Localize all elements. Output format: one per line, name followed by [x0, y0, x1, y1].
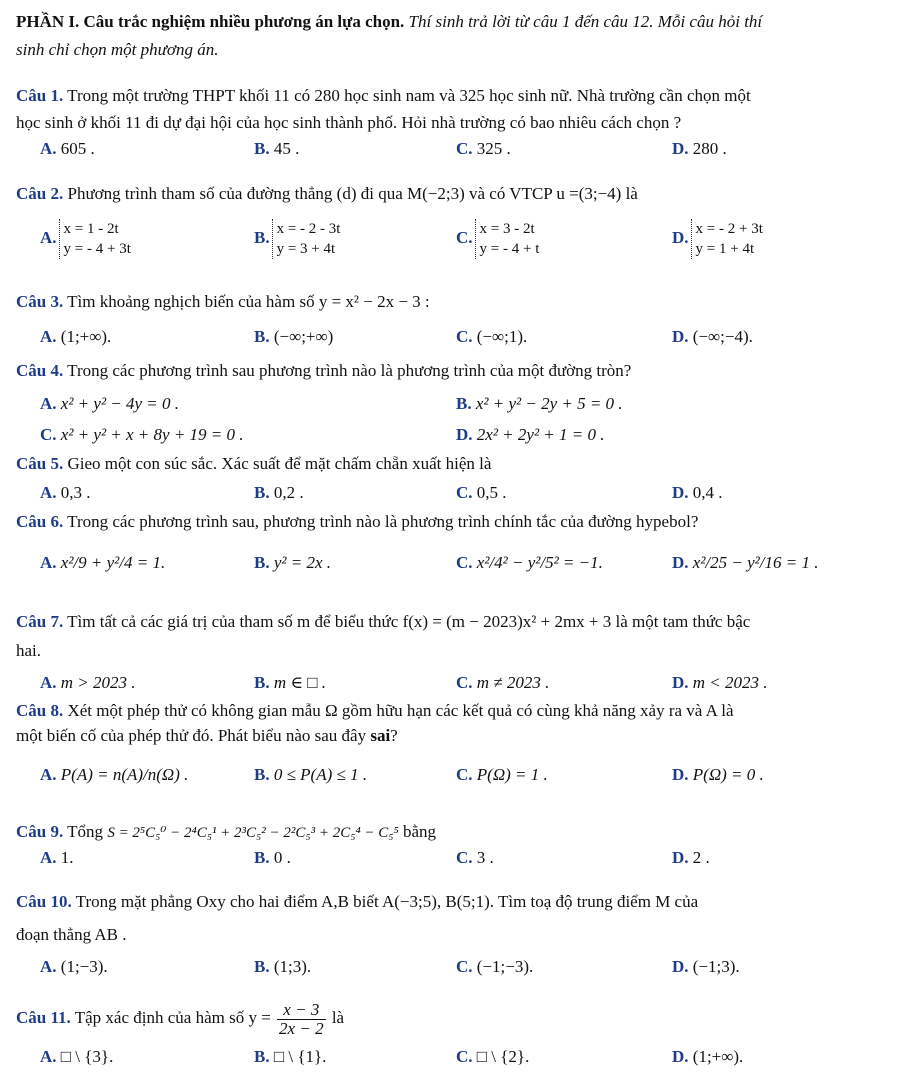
options-q4-row2 — [16, 420, 906, 450]
question-label: Câu 11. — [16, 1008, 71, 1027]
question-text: Trong các phương trình sau phương trình nào là phương trình của một đường tròn? — [63, 361, 632, 380]
part-title: PHẦN I. Câu trắc nghiệm nhiều phương án lựa chọn. — [16, 12, 405, 31]
option-b[interactable]: B. y² = 2x . — [254, 553, 332, 572]
question-5 — [16, 450, 906, 477]
option-d[interactable]: D. 2 . — [672, 848, 710, 867]
question-label: Câu 3. — [16, 292, 64, 311]
options-q8 — [16, 760, 906, 790]
question-text: Gieo một con súc sắc. Xác suất để mặt chấm chẵn xuất hiện là — [63, 454, 492, 473]
option-c[interactable]: C. m ≠ 2023 . — [456, 673, 550, 692]
options-q11 — [16, 1042, 906, 1072]
option-a[interactable]: A. 605 . — [40, 139, 95, 158]
question-label: Câu 2. — [16, 184, 64, 203]
option-b[interactable]: B. 0 . — [254, 848, 291, 867]
question-1 — [16, 82, 906, 109]
question-2 — [16, 180, 906, 207]
question-label: Câu 7. — [16, 612, 64, 631]
question-4 — [16, 357, 906, 384]
option-a[interactable]: A. P(A) = n(A)/n(Ω) . — [40, 765, 189, 784]
question-text: Trong một trường THPT khối 11 có 280 học sinh nam và 325 học sinh nữ. Nhà trường cần chọn một — [63, 86, 751, 105]
option-b[interactable]: B. x = - 2 - 3t y = 3 + 4t — [254, 221, 341, 257]
option-a[interactable]: A. x = 1 - 2t y = - 4 + 3t — [40, 221, 131, 257]
option-d[interactable]: D. (−∞;−4). — [672, 327, 753, 346]
question-3 — [16, 288, 906, 315]
option-c[interactable]: C. x²/4² − y²/5² = −1. — [456, 553, 603, 572]
option-c[interactable]: C. (−∞;1). — [456, 327, 528, 346]
instruction-line1: Thí sinh trả lời từ câu 1 đến câu 12. Mỗi câu hỏi thí — [404, 12, 763, 31]
options-q6 — [16, 548, 906, 578]
instruction-line2: sinh chỉ chọn một phương án. — [16, 40, 219, 59]
options-q7 — [16, 668, 906, 698]
options-q2 — [16, 215, 906, 265]
option-a[interactable]: A. x²/9 + y²/4 = 1. — [40, 553, 166, 572]
option-c[interactable]: C. x² + y² + x + 8y + 19 = 0 . — [40, 425, 244, 444]
question-text: Xét một phép thử có không gian mẫu Ω gồm hữu hạn các kết quả có cùng khả năng xảy ra và A là — [63, 701, 734, 720]
question-10 — [16, 888, 906, 915]
option-b[interactable]: B. □ \ {1}. — [254, 1047, 327, 1066]
options-q4-row1 — [16, 389, 906, 419]
question-label: Câu 8. — [16, 701, 64, 720]
question-text: Tìm tất cả các giá trị của tham số m để biểu thức f(x) = (m − 2023)x² + 2mx + 3 là một tam thức bậc — [63, 612, 751, 631]
option-a[interactable]: A. m > 2023 . — [40, 673, 136, 692]
option-c[interactable]: C. P(Ω) = 1 . — [456, 765, 548, 784]
option-d[interactable]: D. m < 2023 . — [672, 673, 768, 692]
options-q5 — [16, 478, 906, 508]
option-d[interactable]: D. (1;+∞). — [672, 1047, 744, 1066]
question-6 — [16, 508, 906, 535]
option-a[interactable]: A. (1;+∞). — [40, 327, 112, 346]
option-b[interactable]: B. 0 ≤ P(A) ≤ 1 . — [254, 765, 368, 784]
sum-formula: S = 2⁵C₅⁰ − 2⁴C₅¹ + 2³C₅² − 2²C₅³ + 2C₅⁴ − C₅⁵ — [107, 825, 399, 841]
question-label: Câu 9. — [16, 822, 64, 841]
option-d[interactable]: D. P(Ω) = 0 . — [672, 765, 764, 784]
option-a[interactable]: A. x² + y² − 4y = 0 . — [40, 394, 180, 413]
options-q1 — [16, 134, 906, 164]
question-text: Phương trình tham số của đường thẳng (d) đi qua M(−2;3) và có VTCP u =(3;−4) là — [63, 184, 638, 203]
question-1-line2: học sinh ở khối 11 đi dự đại hội của học sinh thành phố. Hỏi nhà trường có bao nhiêu cách chọn ? — [16, 113, 682, 132]
question-text: Tìm khoảng nghịch biến của hàm số y = x² − 2x − 3 : — [63, 292, 430, 311]
option-a[interactable]: A. (1;−3). — [40, 957, 108, 976]
option-c[interactable]: C. 0,5 . — [456, 483, 507, 502]
option-d[interactable]: D. x = - 2 + 3t y = 1 + 4t — [672, 221, 763, 257]
option-c[interactable]: C. (−1;−3). — [456, 957, 534, 976]
question-8 — [16, 697, 906, 724]
option-b[interactable]: B. 45 . — [254, 139, 300, 158]
function-fraction: $\frac{x - 3}{2x - 2}$ — [279, 999, 324, 1038]
option-b[interactable]: B. (−∞;+∞) — [254, 327, 334, 346]
question-label: Câu 10. — [16, 892, 72, 911]
option-a[interactable]: A. 0,3 . — [40, 483, 91, 502]
option-d[interactable]: D. 2x² + 2y² + 1 = 0 . — [456, 425, 605, 444]
question-11: Câu 11. Tập xác định của hàm số y = $\frac{x - 3}{2x - 2}$ là — [16, 999, 345, 1038]
option-d[interactable]: D. 0,4 . — [672, 483, 723, 502]
question-8-line2: một biến cố của phép thử đó. Phát biểu nào sau đây sai? — [16, 726, 398, 745]
question-text: Trong các phương trình sau, phương trình nào là phương trình chính tắc của đường hypebol? — [63, 512, 699, 531]
option-a[interactable]: A. □ \ {3}. — [40, 1047, 114, 1066]
option-c[interactable]: C. 325 . — [456, 139, 511, 158]
options-q3 — [16, 322, 906, 352]
option-d[interactable]: D. x²/25 − y²/16 = 1 . — [672, 553, 819, 572]
option-b[interactable]: B. 0,2 . — [254, 483, 304, 502]
part-header — [16, 8, 906, 35]
question-label: Câu 4. — [16, 361, 64, 380]
option-b[interactable]: B. m ∈ □ . — [254, 673, 326, 692]
option-c[interactable]: C. □ \ {2}. — [456, 1047, 530, 1066]
question-label: Câu 5. — [16, 454, 64, 473]
option-c[interactable]: C. 3 . — [456, 848, 494, 867]
question-7 — [16, 608, 906, 635]
option-a[interactable]: A. 1. — [40, 848, 74, 867]
question-label: Câu 1. — [16, 86, 64, 105]
option-b[interactable]: B. x² + y² − 2y + 5 = 0 . — [456, 394, 623, 413]
option-c[interactable]: C. x = 3 - 2t y = - 4 + t — [456, 221, 540, 257]
option-d[interactable]: D. 280 . — [672, 139, 727, 158]
question-text: Trong mặt phẳng Oxy cho hai điểm A,B biết A(−3;5), B(5;1). Tìm toạ độ trung điểm M của — [71, 892, 699, 911]
question-10-line2: đoạn thẳng AB . — [16, 925, 127, 944]
question-label: Câu 6. — [16, 512, 64, 531]
option-d[interactable]: D. (−1;3). — [672, 957, 740, 976]
question-9: Câu 9. Tổng S = 2⁵C₅⁰ − 2⁴C₅¹ + 2³C₅² − 2²C₅³ + 2C₅⁴ − C₅⁵ bằng — [16, 822, 437, 841]
options-q10 — [16, 952, 906, 982]
options-q9 — [16, 843, 906, 873]
option-b[interactable]: B. (1;3). — [254, 957, 312, 976]
question-7-line2: hai. — [16, 641, 42, 660]
